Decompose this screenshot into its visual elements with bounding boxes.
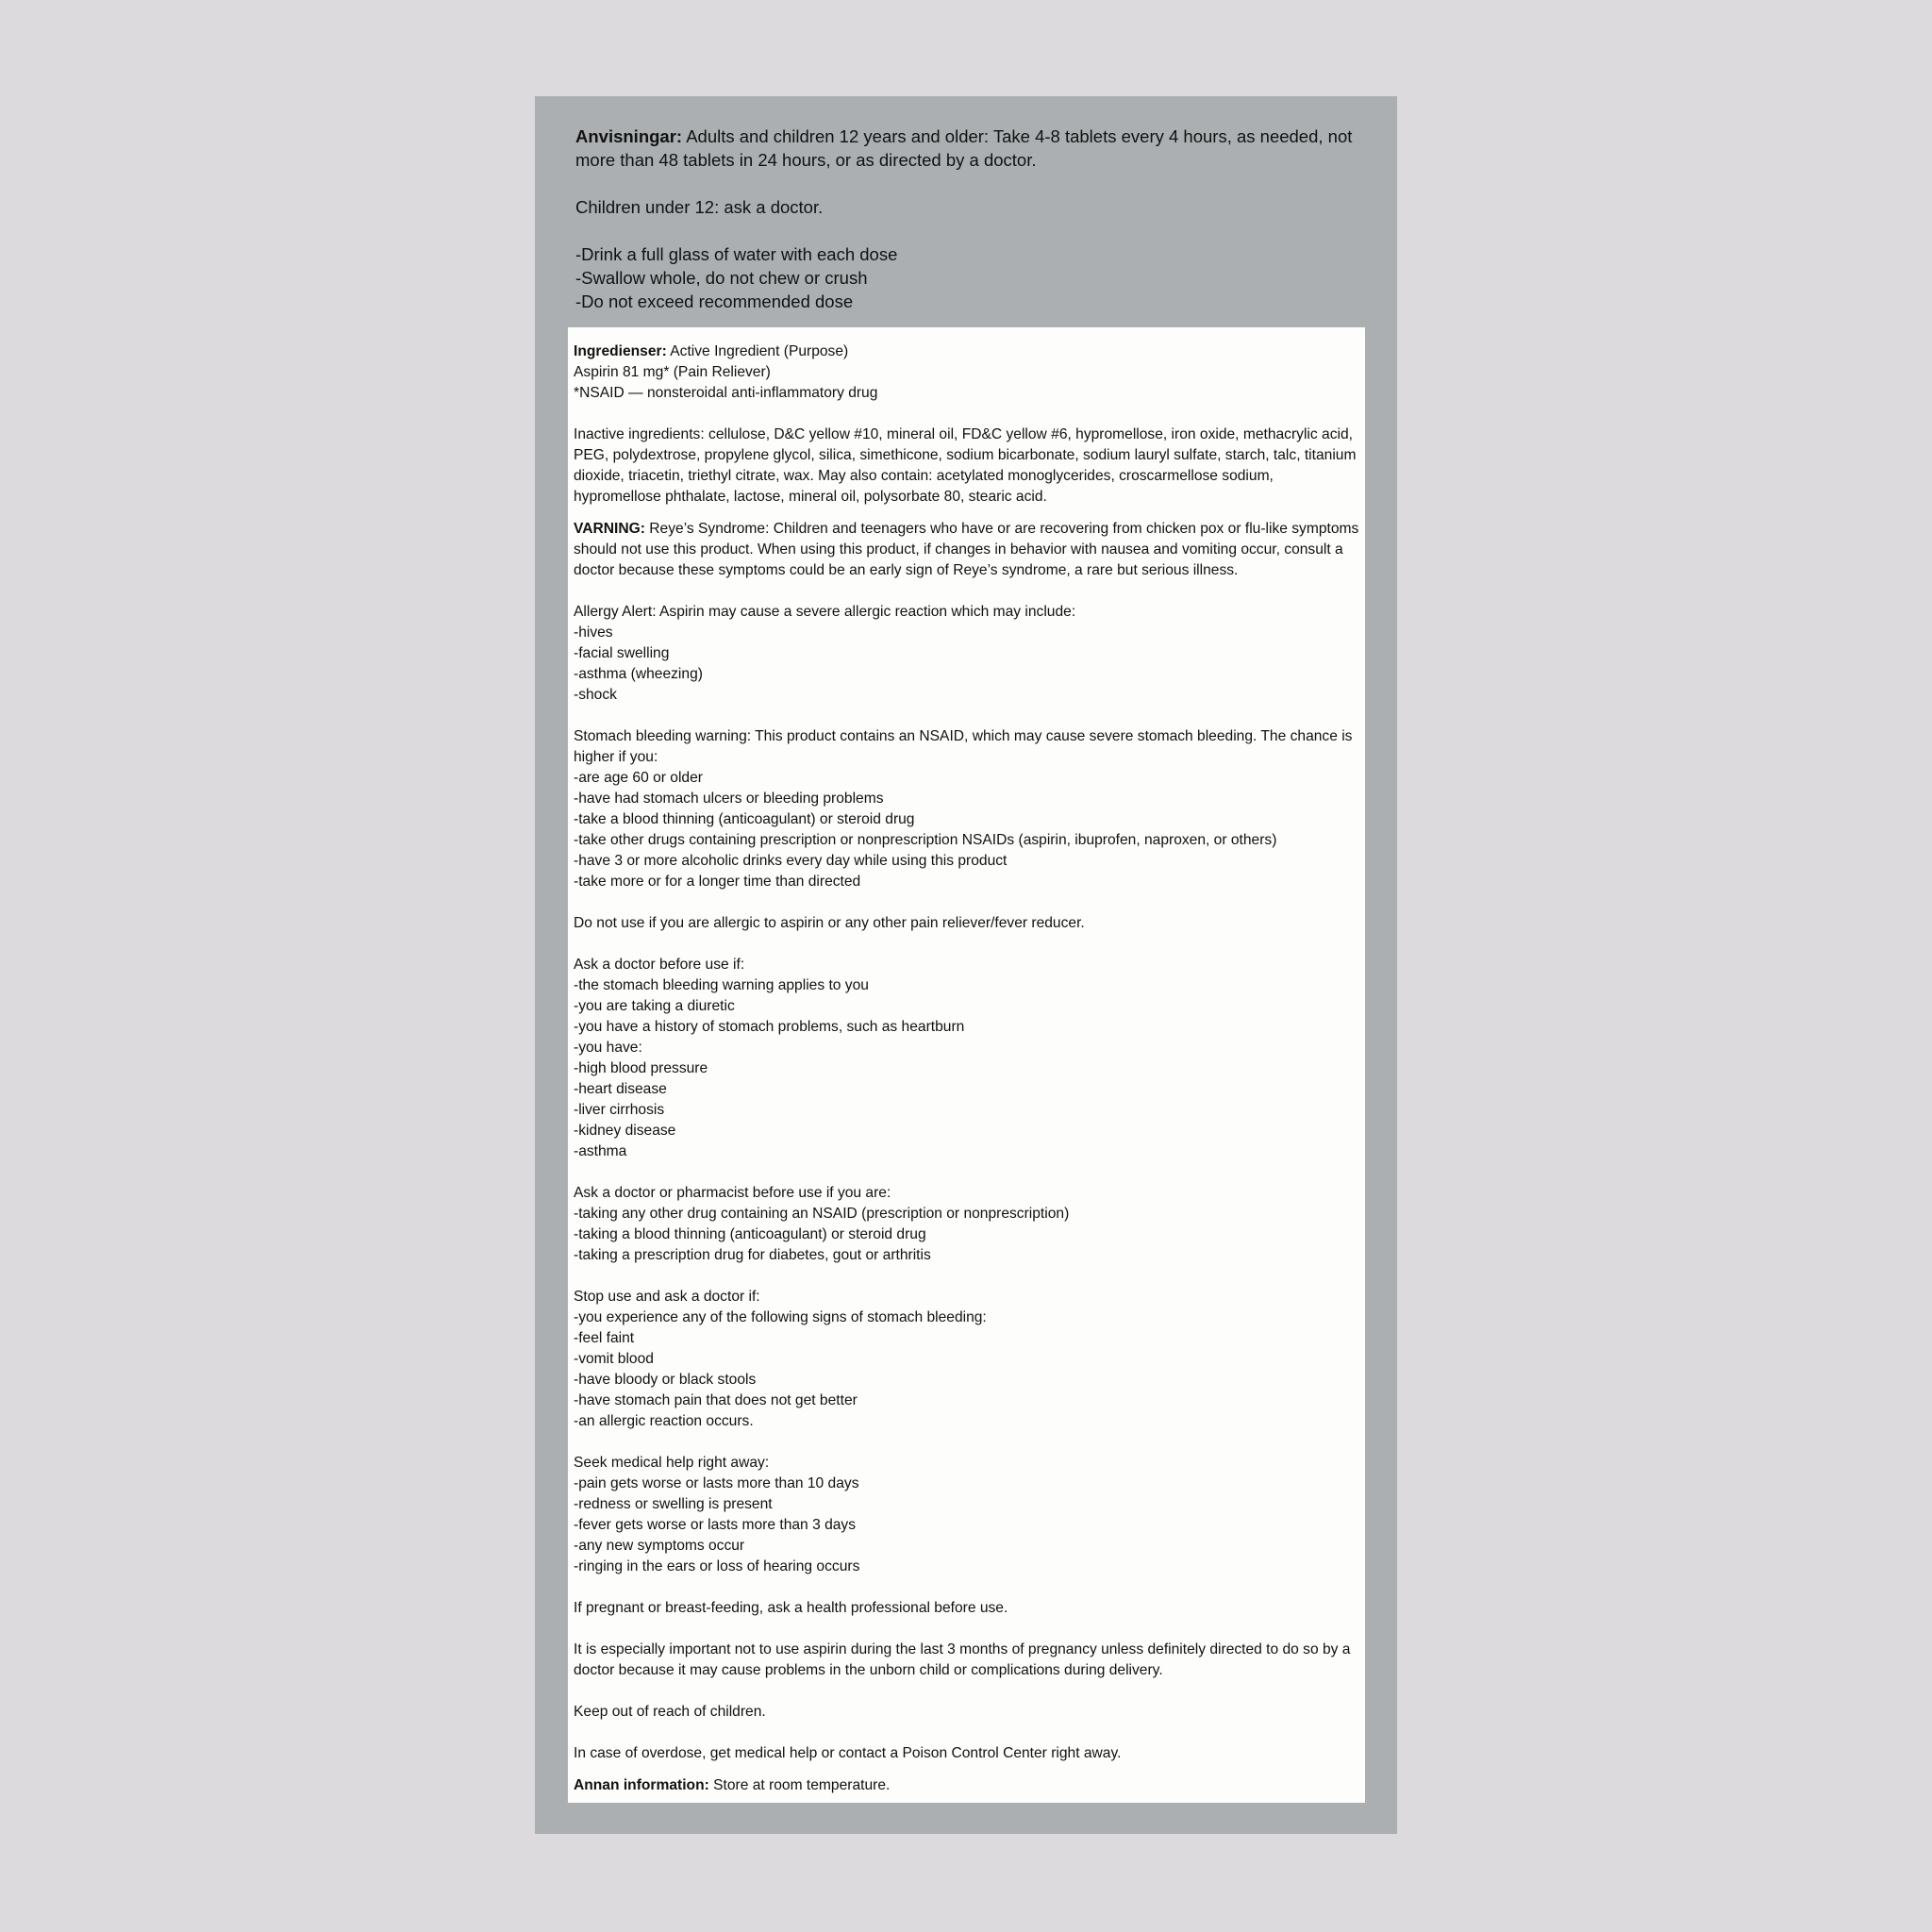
- nsaid-note: *NSAID — nonsteroidal anti-inflammatory drug: [574, 385, 878, 401]
- other-info-text: Store at room temperature.: [708, 1777, 891, 1793]
- keep-out-of-reach: Keep out of reach of children.: [574, 1704, 766, 1720]
- list-item: -high blood pressure: [574, 1060, 708, 1076]
- list-item: -have had stomach ulcers or bleeding problems: [574, 791, 884, 807]
- list-item: -asthma (wheezing): [574, 666, 703, 682]
- list-item: -an allergic reaction occurs.: [574, 1413, 754, 1429]
- ask-doctor-intro: Ask a doctor before use if:: [574, 957, 745, 973]
- list-item: -vomit blood: [574, 1351, 654, 1367]
- list-item: -shock: [574, 687, 617, 703]
- ingredients-label: Ingredienser:: [574, 343, 667, 359]
- ingredients-heading: [574, 341, 1359, 362]
- directions-tip: -Drink a full glass of water with each dose: [575, 244, 898, 264]
- list-item: -feel faint: [574, 1330, 635, 1346]
- list-item: -have 3 or more alcoholic drinks every day while using this product: [574, 853, 1008, 869]
- directions-text: Adults and children 12 years and older: Take 4-8 tablets every 4 hours, as needed, not more than 48 tablets in 24 hours, or as directed by a doctor.: [575, 126, 1353, 170]
- list-item: -kidney disease: [574, 1123, 676, 1139]
- list-item: -heart disease: [574, 1081, 667, 1097]
- list-item: -pain gets worse or lasts more than 10 days: [574, 1475, 859, 1491]
- list-item: -have bloody or black stools: [574, 1372, 757, 1388]
- seek-help-intro: Seek medical help right away:: [574, 1455, 770, 1471]
- list-item: -take a blood thinning (anticoagulant) or steroid drug: [574, 811, 915, 827]
- list-item: -are age 60 or older: [574, 770, 703, 786]
- list-item: -taking a prescription drug for diabetes, gout or arthritis: [574, 1247, 931, 1263]
- directions-paragraph: [575, 125, 1358, 172]
- list-item: -facial swelling: [574, 645, 670, 661]
- other-info-label: Annan information:: [574, 1777, 709, 1793]
- pregnant-notice: If pregnant or breast-feeding, ask a health professional before use.: [574, 1600, 1008, 1616]
- list-item: -any new symptoms occur: [574, 1538, 745, 1554]
- active-ingredient-header: Active Ingredient (Purpose): [666, 343, 849, 359]
- warning-reye: [574, 519, 1359, 581]
- list-item: -you have:: [574, 1040, 642, 1056]
- label-panel: [535, 96, 1397, 1834]
- reye-text: Reye’s Syndrome: Children and teenagers who have or are recovering from chicken pox or flu-like symptoms should not use this product. When using this product, if changes in behavior with nausea and vomiting occur, consult a doctor because these symptoms could be an early sign of Reye’s syndrome, a rare but serious illness.: [574, 521, 1359, 578]
- list-item: -ringing in the ears or loss of hearing occurs: [574, 1558, 860, 1574]
- ask-pharmacist-intro: Ask a doctor or pharmacist before use if you are:: [574, 1185, 891, 1201]
- list-item: -hives: [574, 625, 613, 641]
- directions-section: [575, 125, 1358, 313]
- list-item: -take other drugs containing prescription or nonprescription NSAIDs (aspirin, ibuprofen, naproxen, or others): [574, 832, 1277, 848]
- overdose-notice: In case of overdose, get medical help or contact a Poison Control Center right away.: [574, 1745, 1122, 1761]
- list-item: -fever gets worse or lasts more than 3 days: [574, 1517, 857, 1533]
- information-box: [568, 327, 1365, 1803]
- directions-tip: -Swallow whole, do not chew or crush: [575, 268, 868, 288]
- directions-tip: -Do not exceed recommended dose: [575, 291, 854, 311]
- active-ingredient: Aspirin 81 mg* (Pain Reliever): [574, 364, 771, 380]
- list-item: -have stomach pain that does not get better: [574, 1392, 858, 1408]
- list-item: -take more or for a longer time than directed: [574, 874, 861, 890]
- list-item: -liver cirrhosis: [574, 1102, 665, 1118]
- list-item: -redness or swelling is present: [574, 1496, 773, 1512]
- stomach-intro: Stomach bleeding warning: This product contains an NSAID, which may cause severe stomach bleeding. The chance is higher if you:: [574, 728, 1353, 765]
- warning-label: VARNING:: [574, 521, 645, 537]
- allergy-intro: Allergy Alert: Aspirin may cause a severe allergic reaction which may include:: [574, 604, 1076, 620]
- inactive-ingredients: Inactive ingredients: cellulose, D&C yellow #10, mineral oil, FD&C yellow #6, hypromellose, iron oxide, methacrylic acid, PEG, polydextrose, propylene glycol, silica, simethicone, sodium bicarbonate, sodium lauryl sulfate, starch, talc, titanium dioxide, triacetin, triethyl citrate, wax. May also contain: acetylated monoglycerides, croscarmellose sodium, hypromellose phthalate, lactose, mineral oil, polysorbate 80, stearic acid.: [574, 426, 1357, 505]
- directions-children: Children under 12: ask a doctor.: [575, 197, 824, 217]
- list-item: -you have a history of stomach problems, such as heartburn: [574, 1019, 965, 1035]
- stop-use-intro: Stop use and ask a doctor if:: [574, 1289, 760, 1305]
- list-item: -taking a blood thinning (anticoagulant) or steroid drug: [574, 1226, 926, 1242]
- list-item: -you experience any of the following signs of stomach bleeding:: [574, 1309, 987, 1325]
- pregnancy-important: It is especially important not to use aspirin during the last 3 months of pregnancy unless definitely directed to do so by a doctor because it may cause problems in the unborn child or complications during delivery.: [574, 1641, 1351, 1678]
- list-item: -the stomach bleeding warning applies to you: [574, 977, 869, 993]
- do-not-use: Do not use if you are allergic to aspirin or any other pain reliever/fever reducer.: [574, 915, 1085, 931]
- list-item: -asthma: [574, 1143, 627, 1159]
- other-info: [574, 1775, 1359, 1796]
- directions-label: Anvisningar:: [575, 126, 683, 146]
- list-item: -you are taking a diuretic: [574, 998, 735, 1014]
- list-item: -taking any other drug containing an NSAID (prescription or nonprescription): [574, 1206, 1070, 1222]
